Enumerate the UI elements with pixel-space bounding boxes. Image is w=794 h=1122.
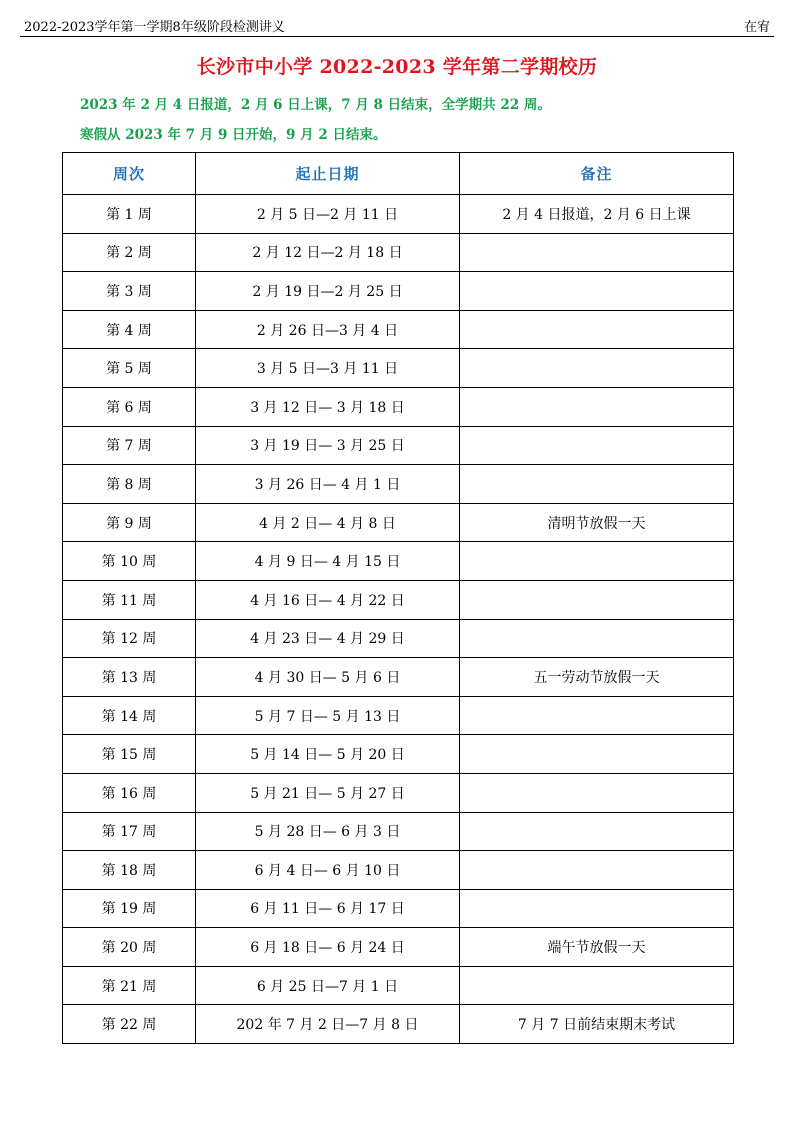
table-row <box>63 773 734 812</box>
table-row <box>63 542 734 581</box>
table-row <box>63 580 734 619</box>
week-cell: 第 10 周 <box>63 542 196 581</box>
remark-cell <box>460 542 734 581</box>
table-row <box>63 233 734 272</box>
remark-cell <box>460 387 734 426</box>
table-row <box>63 735 734 774</box>
semester-note: 2023 年 2 月 4 日报道，2 月 6 日上课，7 月 8 日结束，全学期共 22 周。 <box>80 97 551 113</box>
date-range-cell: 4 月 9 日— 4 月 15 日 <box>196 542 460 581</box>
week-cell: 第 13 周 <box>63 658 196 697</box>
date-range-cell: 3 月 26 日— 4 月 1 日 <box>196 465 460 504</box>
table-row <box>63 195 734 234</box>
remark-cell <box>460 735 734 774</box>
week-cell: 第 22 周 <box>63 1005 196 1044</box>
remark-cell <box>460 349 734 388</box>
header-dates: 起止日期 <box>196 153 460 195</box>
week-cell: 第 21 周 <box>63 966 196 1005</box>
date-range-cell: 4 月 30 日— 5 月 6 日 <box>196 658 460 697</box>
remark-cell <box>460 619 734 658</box>
week-cell: 第 11 周 <box>63 580 196 619</box>
table-row <box>63 465 734 504</box>
table-row <box>63 619 734 658</box>
date-range-cell: 5 月 14 日— 5 月 20 日 <box>196 735 460 774</box>
table-row <box>63 851 734 890</box>
remark-cell: 清明节放假一天 <box>460 503 734 542</box>
table-row <box>63 928 734 967</box>
header-document-title: 2022-2023学年第一学期8年级阶段检测讲义 <box>24 20 285 35</box>
remark-cell <box>460 426 734 465</box>
date-range-cell: 202 年 7 月 2 日—7 月 8 日 <box>196 1005 460 1044</box>
date-range-cell: 2 月 26 日—3 月 4 日 <box>196 310 460 349</box>
table-row <box>63 812 734 851</box>
remark-cell <box>460 966 734 1005</box>
date-range-cell: 6 月 18 日— 6 月 24 日 <box>196 928 460 967</box>
table-row <box>63 272 734 311</box>
date-range-cell: 6 月 4 日— 6 月 10 日 <box>196 851 460 890</box>
week-cell: 第 2 周 <box>63 233 196 272</box>
date-range-cell: 5 月 7 日— 5 月 13 日 <box>196 696 460 735</box>
week-cell: 第 6 周 <box>63 387 196 426</box>
week-cell: 第 18 周 <box>63 851 196 890</box>
date-range-cell: 5 月 28 日— 6 月 3 日 <box>196 812 460 851</box>
table-row <box>63 349 734 388</box>
date-range-cell: 2 月 19 日—2 月 25 日 <box>196 272 460 311</box>
table-row <box>63 966 734 1005</box>
date-range-cell: 6 月 11 日— 6 月 17 日 <box>196 889 460 928</box>
table-row <box>63 310 734 349</box>
date-range-cell: 3 月 5 日—3 月 11 日 <box>196 349 460 388</box>
week-cell: 第 12 周 <box>63 619 196 658</box>
calendar-table <box>62 152 734 1044</box>
table-row <box>63 426 734 465</box>
date-range-cell: 3 月 12 日— 3 月 18 日 <box>196 387 460 426</box>
remark-cell <box>460 889 734 928</box>
remark-cell: 7 月 7 日前结束期末考试 <box>460 1005 734 1044</box>
week-cell: 第 15 周 <box>63 735 196 774</box>
page-title: 长沙市中小学 2022-2023 学年第二学期校历 <box>196 56 598 78</box>
date-range-cell: 5 月 21 日— 5 月 27 日 <box>196 773 460 812</box>
week-cell: 第 4 周 <box>63 310 196 349</box>
week-cell: 第 19 周 <box>63 889 196 928</box>
header-author: 在宥 <box>743 20 770 35</box>
week-cell: 第 3 周 <box>63 272 196 311</box>
table-row <box>63 1005 734 1044</box>
week-cell: 第 16 周 <box>63 773 196 812</box>
table-row <box>63 387 734 426</box>
remark-cell <box>460 465 734 504</box>
vacation-note: 寒假从 2023 年 7 月 9 日开始，9 月 2 日结束。 <box>80 127 387 143</box>
week-cell: 第 20 周 <box>63 928 196 967</box>
header-remarks: 备注 <box>460 153 734 195</box>
remark-cell <box>460 851 734 890</box>
remark-cell <box>460 233 734 272</box>
date-range-cell: 2 月 12 日—2 月 18 日 <box>196 233 460 272</box>
remark-cell: 2 月 4 日报道，2 月 6 日上课 <box>460 195 734 234</box>
week-cell: 第 5 周 <box>63 349 196 388</box>
remark-cell: 端午节放假一天 <box>460 928 734 967</box>
remark-cell: 五一劳动节放假一天 <box>460 658 734 697</box>
week-cell: 第 14 周 <box>63 696 196 735</box>
table-row <box>63 658 734 697</box>
week-cell: 第 8 周 <box>63 465 196 504</box>
date-range-cell: 2 月 5 日—2 月 11 日 <box>196 195 460 234</box>
table-row <box>63 889 734 928</box>
remark-cell <box>460 773 734 812</box>
table-header-row <box>63 153 734 195</box>
page-header <box>20 13 774 37</box>
table-row <box>63 696 734 735</box>
week-cell: 第 17 周 <box>63 812 196 851</box>
remark-cell <box>460 310 734 349</box>
remark-cell <box>460 696 734 735</box>
date-range-cell: 4 月 2 日— 4 月 8 日 <box>196 503 460 542</box>
remark-cell <box>460 580 734 619</box>
week-cell: 第 7 周 <box>63 426 196 465</box>
header-week: 周次 <box>63 153 196 195</box>
date-range-cell: 6 月 25 日—7 月 1 日 <box>196 966 460 1005</box>
date-range-cell: 3 月 19 日— 3 月 25 日 <box>196 426 460 465</box>
date-range-cell: 4 月 16 日— 4 月 22 日 <box>196 580 460 619</box>
week-cell: 第 9 周 <box>63 503 196 542</box>
remark-cell <box>460 812 734 851</box>
table-row <box>63 503 734 542</box>
week-cell: 第 1 周 <box>63 195 196 234</box>
date-range-cell: 4 月 23 日— 4 月 29 日 <box>196 619 460 658</box>
remark-cell <box>460 272 734 311</box>
